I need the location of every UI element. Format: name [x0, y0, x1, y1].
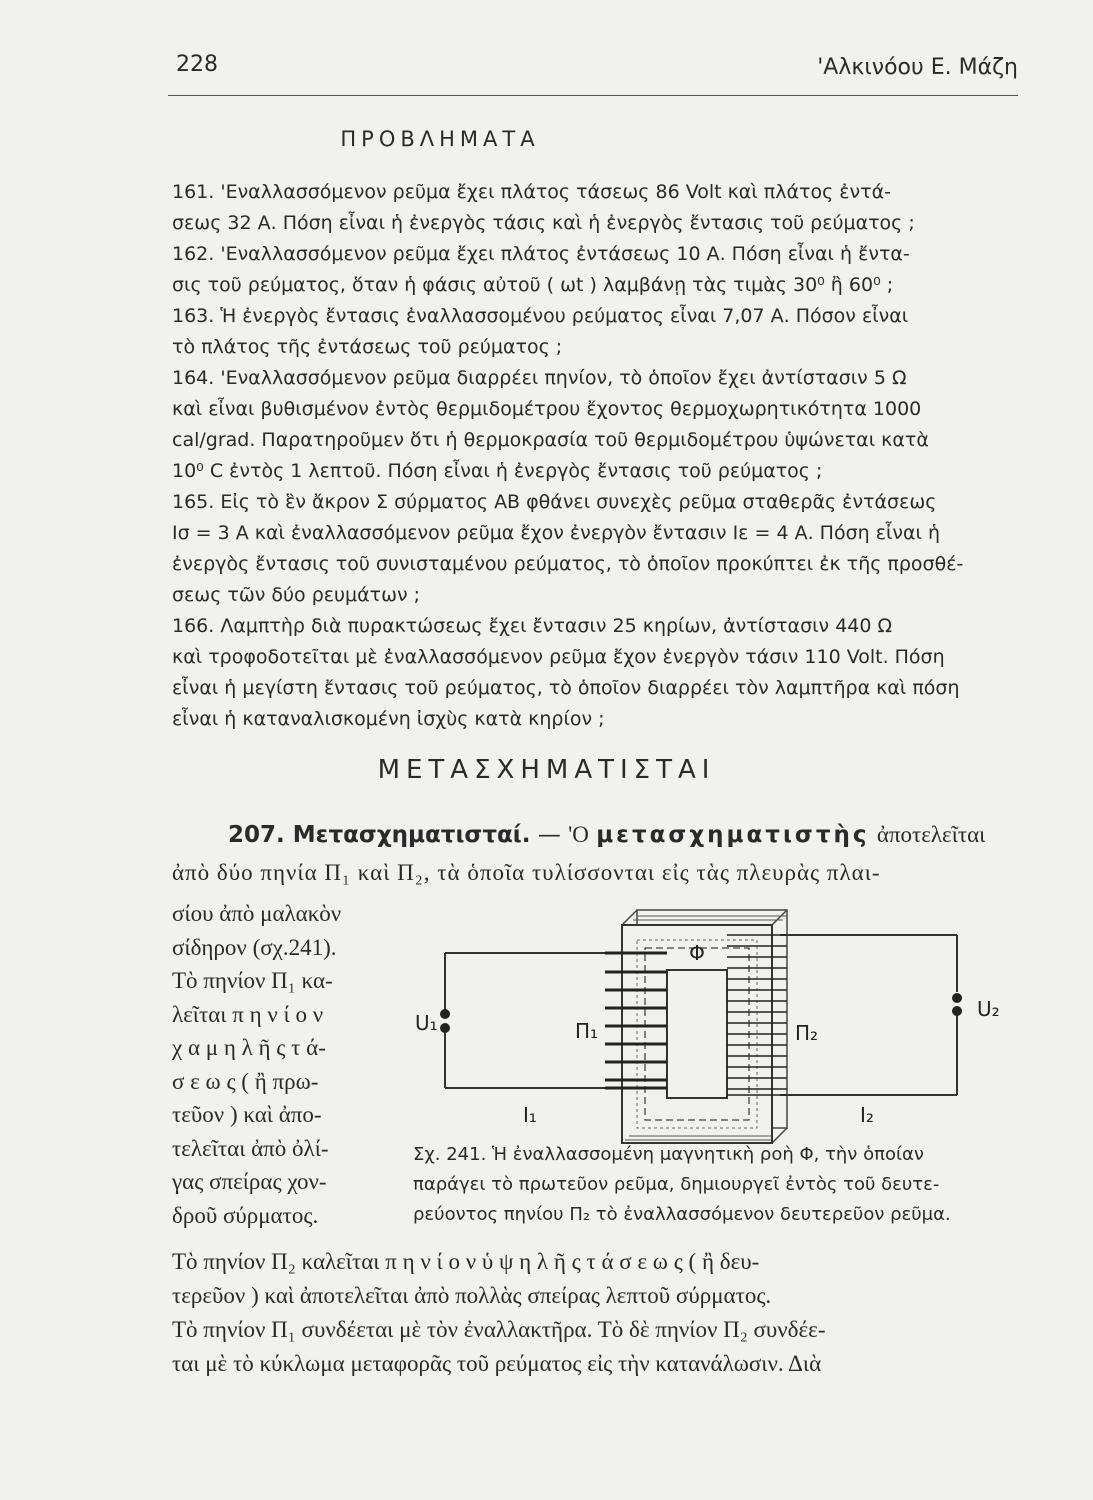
u1-label: U₁: [415, 1011, 438, 1035]
text-line: Τὸ πηνίον Π₁ κα-: [172, 968, 333, 993]
text-line: 161. 'Εναλλασσόμενον ρεῦμα ἔχει πλάτος τάσεως 86 Volt καὶ πλάτος ἐντά-: [172, 181, 891, 203]
text-line: τεῦον ) καὶ ἀπο-: [172, 1102, 322, 1127]
p2-label: Π₂: [795, 1021, 819, 1045]
section-lead-article: 'Ο: [568, 822, 589, 847]
core-edge: [622, 910, 637, 925]
text-line: 10⁰ C ἐντὸς 1 λεπτοῦ. Πόση εἶναι ἡ ἐνεργὸς ἔντασις τοῦ ρεύματος ;: [172, 460, 823, 482]
text-line: δροῦ σύρματος.: [172, 1202, 319, 1228]
section-line-2: ἀπὸ δύο πηνία Π₁ καὶ Π₂, τὰ ὁποῖα τυλίσσονται εἰς τὰς πλευρὰς πλαι-: [172, 860, 881, 885]
i2-label: I₂: [860, 1103, 874, 1127]
text-line: σίδηρον (σχ.241).: [172, 934, 337, 960]
problems-text: [172, 177, 1018, 735]
text-line: Τὸ πηνίον Π₁ συνδέεται μὲ τὸν ἐναλλακτῆρα. Τὸ δὲ πηνίον Π₂ συνδέε-: [172, 1317, 826, 1342]
text-line: ται μὲ τὸ κύκλωμα μεταφορᾶς τοῦ ρεύματος εἰς τὴν κατανάλωσιν. Διὰ: [172, 1351, 822, 1376]
text-line: σεως 32 Α. Πόση εἶναι ἡ ἐνεργὸς τάσις καὶ ἡ ἐνεργὸς ἔντασις τοῦ ρεύματος ;: [172, 212, 915, 234]
u2-terminal: [952, 993, 962, 1003]
text-line: τὸ πλάτος τῆς ἐντάσεως τοῦ ρεύματος ;: [172, 336, 563, 358]
text-line: Τὸ πηνίον Π₂ καλεῖται π η ν ί ο ν ὑ ψ η λ ῆ ς τ ά σ ε ω ς ( ἢ δευ-: [172, 1249, 760, 1274]
u1-terminal: [440, 1009, 450, 1019]
u1-terminal: [440, 1023, 450, 1033]
text-line: τελεῖται ἀπὸ ὀλί-: [172, 1135, 329, 1161]
side-column-text: [172, 897, 341, 1232]
text-line: 165. Εἰς τὸ ἓν ἄκρον Σ σύρματος ΑΒ φθάνει συνεχὲς ρεῦμα σταθερᾶς ἐντάσεως: [172, 491, 937, 513]
text-line: λεῖται π η ν ί ο ν: [172, 1001, 324, 1027]
text-line: εἶναι ἡ μεγίστη ἔντασις τοῦ ρεύματος, τὸ ὁποῖον διαρρέει τὸν λαμπτῆρα καὶ πόση: [172, 677, 960, 699]
text-line: 164. 'Εναλλασσόμενον ρεῦμα διαρρέει πηνίον, τὸ ὁποῖον ἔχει ἀντίστασιν 5 Ω: [172, 367, 907, 389]
running-head: 'Αλκινόου Ε. Μάζη: [817, 55, 1018, 80]
p1-label: Π₁: [575, 1019, 599, 1043]
text-line: Ισ = 3 Α καὶ ἐναλλασσόμενον ρεῦμα ἔχον ἐνεργὸν ἔντασιν Ιε = 4 Α. Πόση εἶναι ἡ: [172, 522, 941, 544]
core-edge: [772, 910, 787, 925]
text-line: χ α μ η λ ῆ ς τ ά-: [172, 1035, 326, 1060]
u2-terminal: [952, 1006, 962, 1016]
flux-label: Φ: [689, 941, 705, 965]
i1-label: I₁: [523, 1103, 537, 1127]
text-line: σις τοῦ ρεύματος, ὅταν ἡ φάσις αὐτοῦ ( ωt ) λαμβάνῃ τὰς τιμὰς 30⁰ ἢ 60⁰ ;: [172, 274, 894, 296]
page-number: 228: [176, 52, 218, 77]
text-line: σίου ἀπὸ μαλακὸν: [172, 901, 342, 926]
u2-label: U₂: [977, 997, 1000, 1021]
text-line: cal/grad. Παρατηροῦμεν ὅτι ἡ θερμοκρασία τοῦ θερμιδομέτρου ὑψώνεται κατὰ: [172, 429, 929, 451]
text-line: 166. Λαμπτὴρ διὰ πυρακτώσεως ἔχει ἔντασιν 25 κηρίων, ἀντίστασιν 440 Ω: [172, 615, 893, 637]
text-line: καὶ εἶναι βυθισμένον ἐντὸς θερμιδομέτρου ἔχοντος θερμοχωρητικότητα 1000: [172, 398, 922, 420]
caption-line: ρεύοντος πηνίου Π₂ τὸ ἐναλλασσόμενον δευτερεῦον ρεῦμα.: [413, 1204, 951, 1225]
text-line: γας σπείρας χον-: [172, 1169, 327, 1194]
core-window: [667, 970, 727, 1098]
section-lead-rest: ἀποτελεῖται: [876, 822, 986, 847]
header-rule: [168, 95, 1018, 96]
section-lead-term: μετασχηματιστὴς: [596, 822, 870, 848]
text-line: σ ε ω ς ( ἢ πρω-: [172, 1068, 319, 1094]
text-line: σεως τῶν δύο ρευμάτων ;: [172, 584, 421, 606]
section-number-title: 207. Μετασχηματισταί.: [228, 822, 531, 848]
section-heading: [228, 822, 985, 848]
figure-caption: [413, 1140, 1018, 1230]
problems-title: ΠΡΟΒΛΗΜΑΤΑ: [340, 127, 540, 151]
caption-line: Σχ. 241. Ἡ ἐναλλασσομένη μαγνητικὴ ροὴ Φ, τὴν ὁποίαν: [413, 1144, 924, 1165]
text-line: καὶ τροφοδοτεῖται μὲ ἐναλλασσόμενον ρεῦμα ἔχον ἐνεργὸν τάσιν 110 Volt. Πόση: [172, 646, 945, 668]
caption-line: παράγει τὸ πρωτεῦον ρεῦμα, δημιουργεῖ ἐντὸς τοῦ δευτε-: [413, 1174, 940, 1195]
bottom-paragraph: [172, 1245, 826, 1381]
text-line: 163. Ἡ ἐνεργὸς ἔντασις ἐναλλασσομένου ρεύματος εἶναι 7,07 Α. Πόσον εἶναι: [172, 305, 909, 327]
text-line: 162. 'Εναλλασσόμενον ρεῦμα ἔχει πλάτος ἐντάσεως 10 Α. Πόση εἶναι ἡ ἔντα-: [172, 243, 910, 265]
chapter-title: ΜΕΤΑΣΧΗΜΑΤΙΣΤΑΙ: [377, 755, 716, 785]
section-dash: —: [537, 822, 561, 848]
text-line: τερεῦον ) καὶ ἀποτελεῖται ἀπὸ πολλὰς σπείρας λεπτοῦ σύρματος.: [172, 1283, 772, 1308]
text-line: εἶναι ἡ καταναλισκομένη ἰσχὺς κατὰ κηρίον ;: [172, 708, 605, 730]
transformer-figure: [405, 890, 1025, 1160]
text-line: ἐνεργὸς ἔντασις τοῦ συνισταμένου ρεύματος, τὸ ὁποῖον προκύπτει ἐκ τῆς προσθέ-: [172, 553, 964, 575]
